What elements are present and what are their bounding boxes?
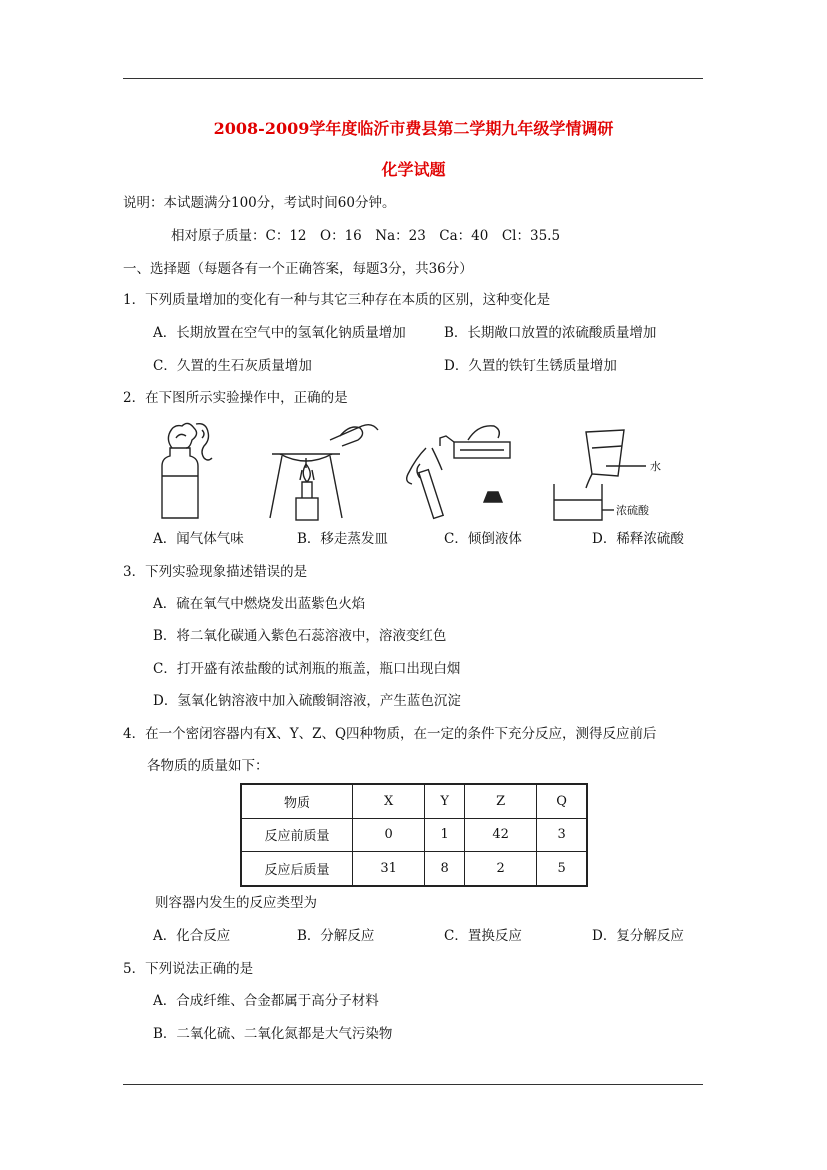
q2-option-d: D．稀释浓硫酸 <box>592 531 684 547</box>
table-cell: 反应前质量 <box>241 818 353 851</box>
top-rule <box>123 78 703 79</box>
bottom-rule <box>123 1084 703 1085</box>
q3-option-d: D．氢氧化钠溶液中加入硫酸铜溶液，产生蓝色沉淀 <box>153 693 461 709</box>
table-cell: 1 <box>425 818 465 851</box>
q1-stem: 1．下列质量增加的变化有一种与其它三种存在本质的区别，这种变化是 <box>123 292 551 308</box>
table-cell: X <box>353 784 425 818</box>
exam-note: 说明：本试题满分100分，考试时间60分钟。 <box>123 195 396 211</box>
page-title: 2008-2009学年度临沂市费县第二学期九年级学情调研 <box>213 119 614 138</box>
q2-option-b: B．移走蒸发皿 <box>297 531 388 547</box>
q3-option-c: C．打开盛有浓盐酸的试剂瓶的瓶盖，瓶口出现白烟 <box>153 661 461 677</box>
q4-option-a: A．化合反应 <box>153 928 231 944</box>
figure-pour-liquid <box>398 418 523 526</box>
section-heading: 一、选择题（每题各有一个正确答案，每题3分，共36分） <box>123 261 473 277</box>
figure-label-water: 水 <box>650 460 661 473</box>
q4-stem-line1: 4．在一个密闭容器内有X、Y、Z、Q四种物质，在一定的条件下充分反应，测得反应前后 <box>123 726 657 742</box>
q1-option-a: A．长期放置在空气中的氢氧化钠质量增加 <box>153 325 406 341</box>
q5-option-b: B．二氧化硫、二氧化氮都是大气污染物 <box>153 1026 393 1042</box>
q4-option-c: C．置换反应 <box>444 928 522 944</box>
page-subtitle: 化学试题 <box>381 160 446 179</box>
table-cell: 2 <box>464 852 536 886</box>
table-cell: 反应后质量 <box>241 852 353 886</box>
q4-tail: 则容器内发生的反应类型为 <box>155 895 317 911</box>
table-cell: 0 <box>353 818 425 851</box>
q5-option-a: A．合成纤维、合金都属于高分子材料 <box>153 993 379 1009</box>
q1-option-c: C．久置的生石灰质量增加 <box>153 358 312 374</box>
atomic-mass-line: 相对原子质量：C：12 O：16 Na：23 Ca：40 Cl：35.5 <box>171 228 561 244</box>
table-cell: 31 <box>353 852 425 886</box>
q3-option-b: B．将二氧化碳通入紫色石蕊溶液中，溶液变红色 <box>153 628 447 644</box>
q5-stem: 5．下列说法正确的是 <box>123 961 254 977</box>
q3-stem: 3．下列实验现象描述错误的是 <box>123 564 308 580</box>
table-row <box>241 852 587 886</box>
q4-option-d: D．复分解反应 <box>592 928 684 944</box>
table-cell: 3 <box>537 818 587 851</box>
table-cell: Z <box>464 784 536 818</box>
q2-option-c: C．倾倒液体 <box>444 531 522 547</box>
mass-table <box>240 783 588 887</box>
q1-option-b: B．长期敞口放置的浓硫酸质量增加 <box>444 325 657 341</box>
table-row <box>241 818 587 851</box>
q2-stem: 2．在下图所示实验操作中，正确的是 <box>123 390 348 406</box>
table-cell: 物质 <box>241 784 353 818</box>
q4-stem-line2: 各物质的质量如下： <box>147 758 269 774</box>
table-cell: Q <box>537 784 587 818</box>
q4-option-b: B．分解反应 <box>297 928 375 944</box>
table-row <box>241 784 587 818</box>
table-cell: Y <box>425 784 465 818</box>
q2-option-a: A．闻气体气味 <box>153 531 244 547</box>
table-cell: 5 <box>537 852 587 886</box>
q3-option-a: A．硫在氧气中燃烧发出蓝紫色火焰 <box>153 596 366 612</box>
figure-dilute-acid <box>546 424 676 524</box>
figure-smell-gas <box>150 418 220 522</box>
figure-evaporating-dish <box>262 418 384 524</box>
table-cell: 42 <box>464 818 536 851</box>
q1-option-d: D．久置的铁钉生锈质量增加 <box>444 358 617 374</box>
table-cell: 8 <box>425 852 465 886</box>
figure-label-acid: 浓硫酸 <box>616 504 649 517</box>
